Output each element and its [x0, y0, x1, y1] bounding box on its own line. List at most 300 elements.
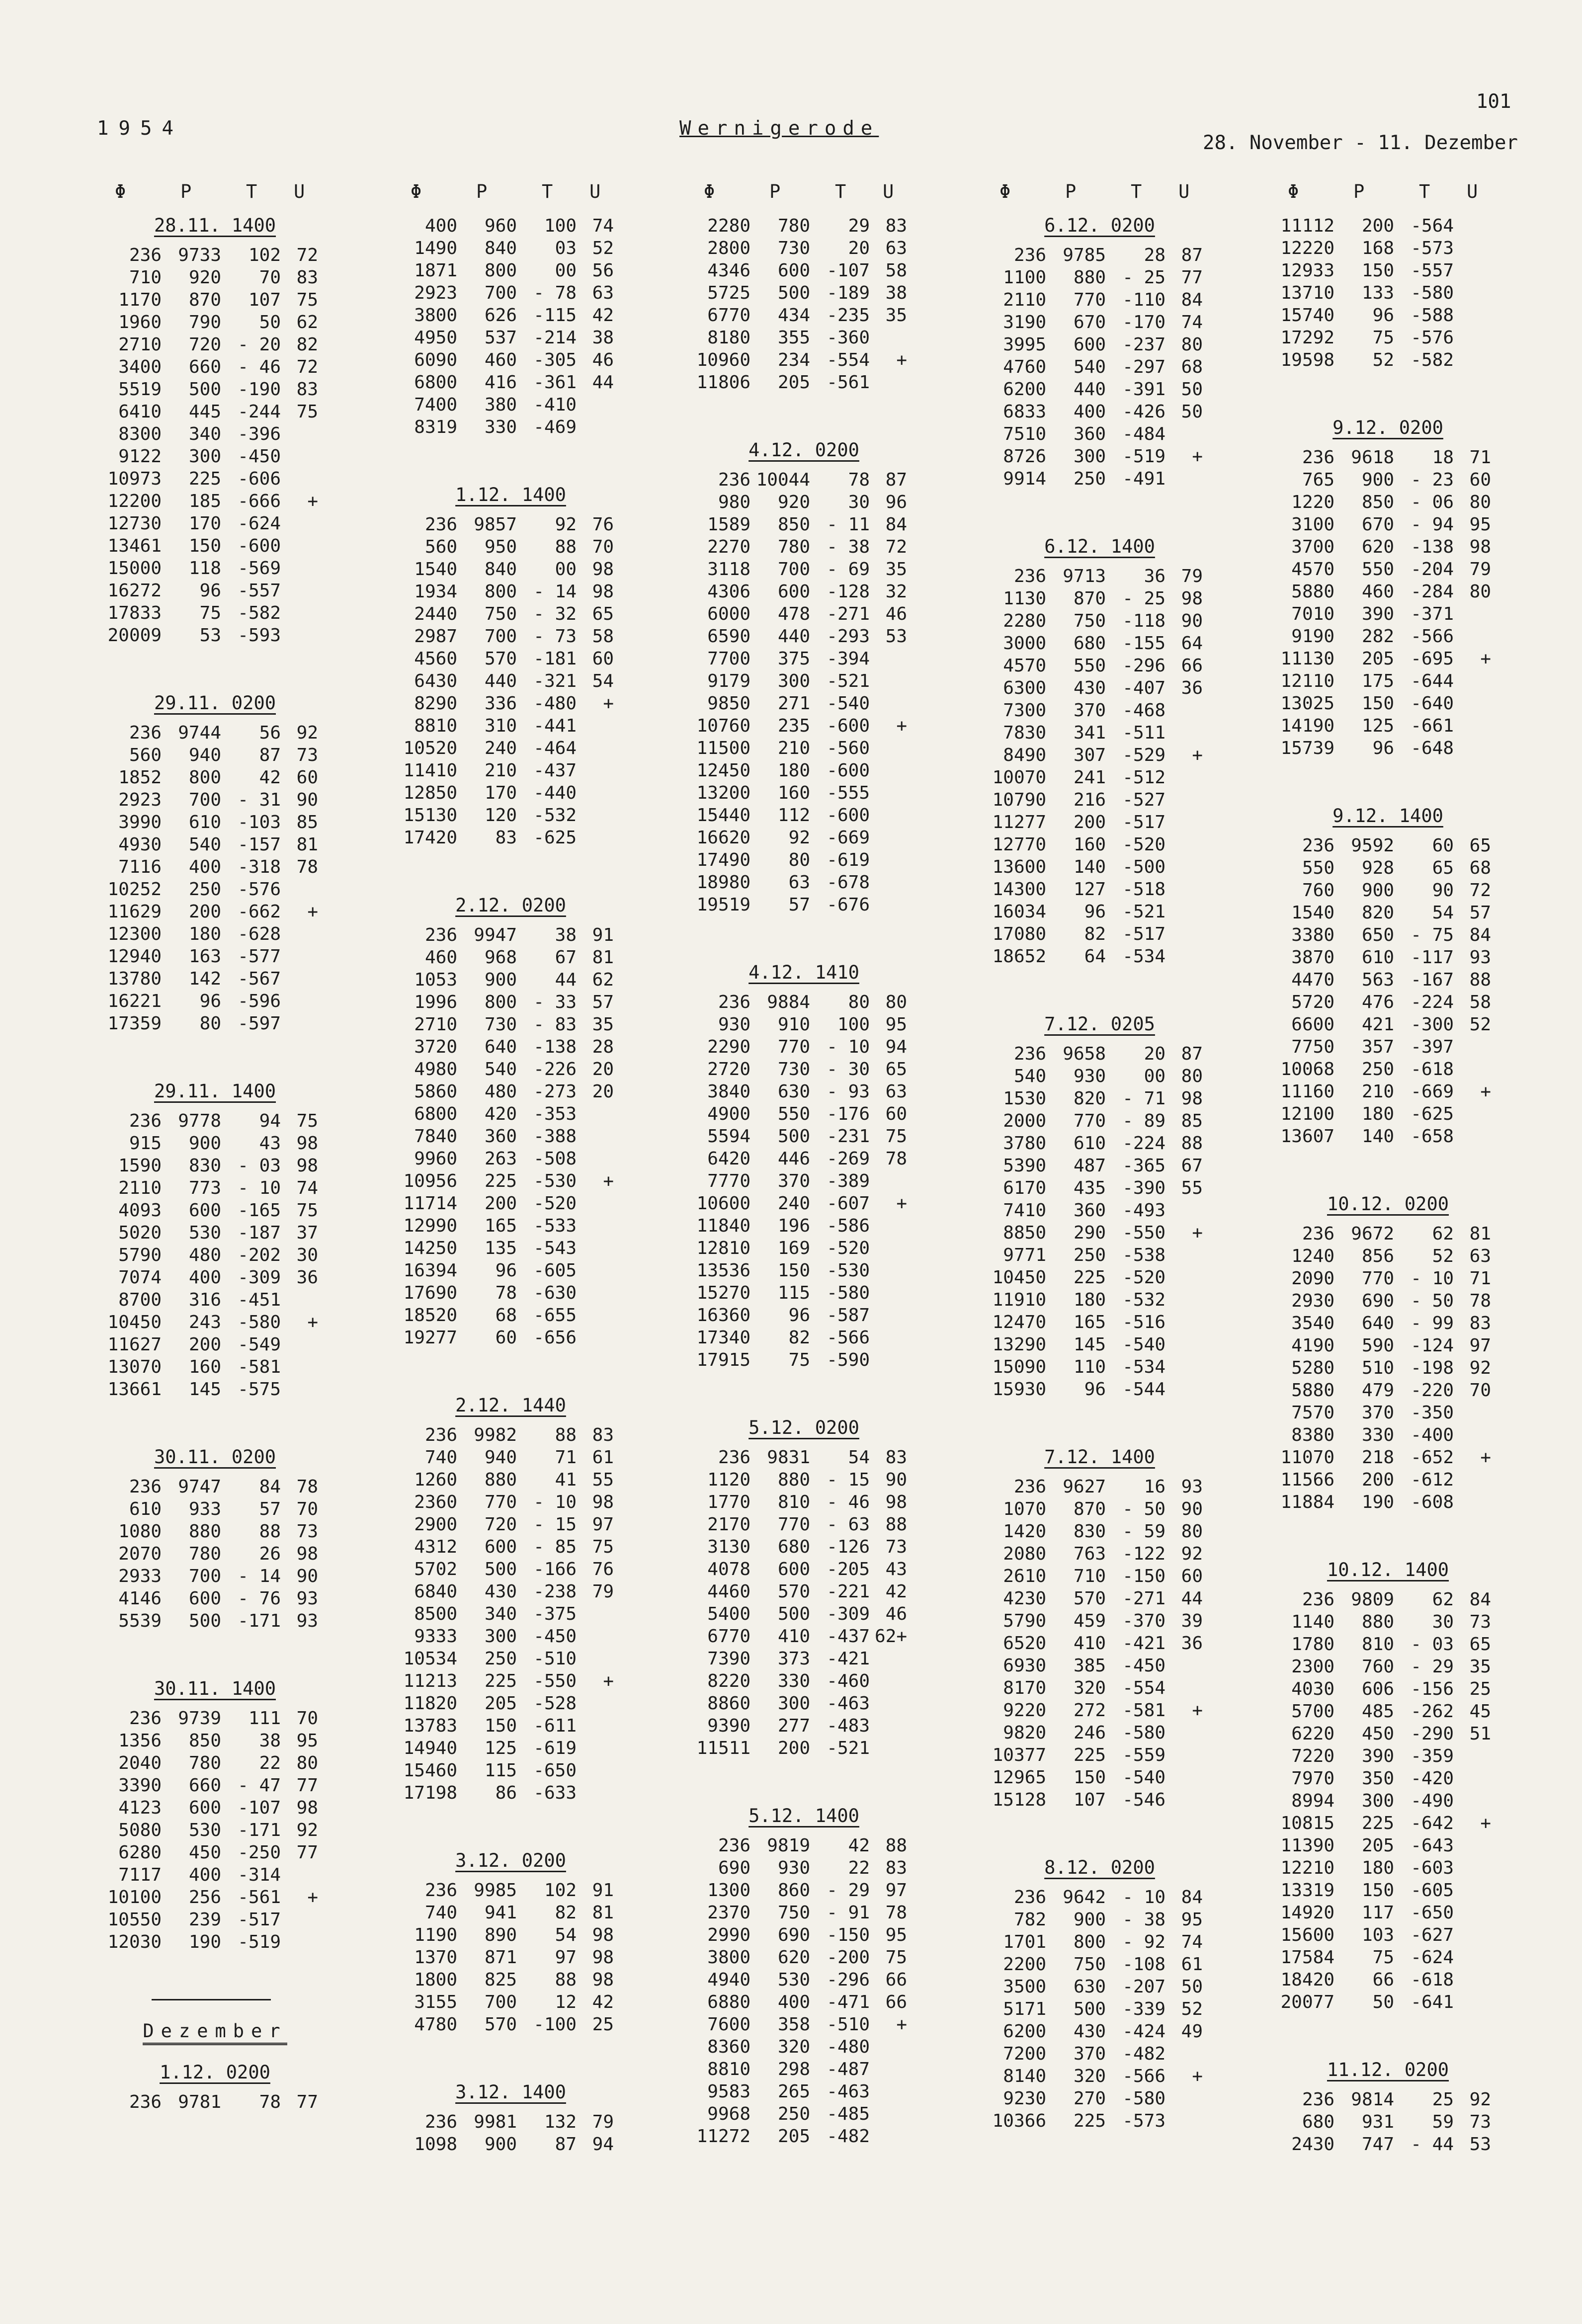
- table-cell: 11500: [696, 738, 750, 758]
- sounding-block: [1270, 417, 1506, 759]
- table-cell: 54: [848, 1447, 870, 1468]
- table-cell: 15739: [1280, 738, 1334, 758]
- table-row: [982, 1244, 1203, 1266]
- table-cell: 57: [259, 1499, 281, 1519]
- table-cell: 35: [1469, 1657, 1491, 1677]
- table-row: [686, 2125, 907, 2148]
- table-cell: -110: [1122, 290, 1166, 310]
- table-cell: [281, 1333, 318, 1356]
- table-cell: 3000: [1003, 633, 1046, 654]
- table-cell: 14920: [1280, 1903, 1334, 1923]
- table-row: [97, 445, 318, 468]
- table-cell: 790: [188, 312, 221, 332]
- table-cell: 12940: [107, 946, 162, 967]
- table-cell: 800: [1073, 1932, 1106, 1952]
- table-cell: 246: [1073, 1723, 1106, 1743]
- table-cell: +: [1192, 745, 1203, 765]
- table-cell: -107: [238, 1798, 281, 1818]
- table-cell: -484: [1122, 424, 1166, 444]
- table-row: [393, 603, 614, 625]
- table-cell: 62: [1432, 1224, 1454, 1244]
- sounding-time: [1270, 417, 1506, 438]
- table-row: [686, 871, 907, 894]
- table-cell: 4570: [1291, 559, 1334, 580]
- table-cell: 93: [296, 1611, 318, 1631]
- table-cell: 336: [484, 693, 517, 714]
- table-cell: 300: [188, 446, 221, 467]
- table-cell: 871: [484, 1947, 517, 1968]
- table-cell: 360: [1073, 424, 1106, 444]
- column-header: [999, 181, 1218, 215]
- table-cell: 250: [777, 2104, 810, 2124]
- sounding-table: [686, 1446, 907, 1759]
- sounding-block: [686, 962, 922, 1371]
- table-cell: 540: [1073, 357, 1106, 377]
- table-row: [982, 587, 1203, 610]
- table-cell: [577, 1148, 614, 1170]
- table-cell: -557: [1411, 260, 1454, 281]
- table-row: [393, 1424, 614, 1446]
- table-cell: -187: [238, 1223, 281, 1243]
- table-cell: 52: [1469, 1014, 1491, 1035]
- table-cell: [281, 624, 318, 647]
- sounding-time-label: 10.12. 0200: [1327, 1193, 1449, 1215]
- table-row: [686, 1125, 907, 1148]
- sounding-table: [97, 2091, 318, 2113]
- table-cell: 236: [718, 1835, 750, 1856]
- table-cell: 2440: [414, 604, 457, 624]
- table-cell: 83: [296, 267, 318, 288]
- table-cell: 72: [1469, 880, 1491, 901]
- table-cell: 9968: [707, 2104, 750, 2124]
- table-cell: [577, 782, 614, 804]
- sounding-time-label: 6.12. 0200: [1044, 215, 1155, 236]
- table-cell: +: [603, 693, 614, 714]
- table-cell: -607: [827, 1193, 870, 1214]
- table-cell: -297: [1122, 357, 1166, 377]
- table-cell: 9592: [1351, 835, 1394, 856]
- table-cell: 6410: [118, 402, 162, 422]
- sounding-time: [393, 2081, 629, 2103]
- table-row: [393, 737, 614, 759]
- table-cell: -587: [827, 1305, 870, 1326]
- table-cell: 780: [777, 216, 810, 236]
- table-cell: 96: [1372, 305, 1394, 326]
- table-cell: 150: [1361, 1880, 1394, 1901]
- table-cell: 74: [1181, 1932, 1203, 1952]
- table-cell: 540: [484, 1059, 517, 1079]
- table-cell: -117: [1411, 947, 1454, 968]
- table-cell: 58: [885, 260, 907, 281]
- table-cell: 170: [188, 513, 221, 534]
- table-row: [393, 1737, 614, 1759]
- table-cell: -652: [1411, 1447, 1454, 1468]
- table-cell: 236: [129, 245, 162, 265]
- table-cell: 78: [885, 1903, 907, 1923]
- sounding-time-label: 10.12. 1400: [1327, 1559, 1449, 1580]
- table-cell: [577, 1625, 614, 1648]
- table-row: [393, 648, 614, 670]
- table-cell: 236: [129, 1111, 162, 1131]
- table-cell: -262: [1411, 1701, 1454, 1722]
- table-cell: 2280: [1003, 611, 1046, 631]
- table-row: [1270, 1424, 1491, 1446]
- table-row: [686, 1737, 907, 1759]
- table-cell: -561: [238, 1887, 281, 1908]
- table-cell: [577, 804, 614, 827]
- table-cell: -156: [1411, 1679, 1454, 1699]
- table-row: [686, 371, 907, 394]
- table-cell: -625: [1411, 1104, 1454, 1124]
- sounding-table: [97, 722, 318, 1035]
- table-cell: 15460: [403, 1760, 457, 1781]
- table-cell: 11112: [1280, 216, 1334, 236]
- table-cell: [281, 1909, 318, 1931]
- table-cell: 96: [1084, 902, 1106, 922]
- table-cell: 390: [1361, 1746, 1394, 1766]
- table-cell: -353: [533, 1104, 577, 1124]
- table-cell: 81: [592, 947, 614, 968]
- sounding-time: [982, 1857, 1218, 1878]
- table-cell: [1166, 1766, 1203, 1789]
- table-cell: 28: [592, 1037, 614, 1057]
- table-cell: +: [1480, 649, 1491, 669]
- column-header-label: U: [294, 181, 305, 202]
- table-cell: 80: [1469, 581, 1491, 602]
- table-cell: 10600: [696, 1193, 750, 1214]
- table-cell: 3780: [1003, 1133, 1046, 1154]
- table-cell: 690: [777, 1925, 810, 1945]
- table-cell: 2070: [118, 1544, 162, 1564]
- table-cell: 3190: [1003, 312, 1046, 332]
- table-cell: -560: [827, 738, 870, 758]
- table-cell: 400: [188, 857, 221, 877]
- table-row: [982, 356, 1203, 378]
- sounding-time: [686, 1805, 922, 1826]
- column-header-label: T: [835, 181, 846, 202]
- table-cell: 9618: [1351, 447, 1394, 468]
- table-cell: 32: [885, 581, 907, 602]
- table-cell: - 14: [533, 581, 577, 602]
- table-row: [393, 2013, 614, 2036]
- column-header-label: P: [476, 181, 488, 202]
- table-row: [686, 2036, 907, 2058]
- table-row: [686, 1558, 907, 1580]
- table-cell: -463: [827, 2081, 870, 2102]
- table-cell: 84: [1469, 925, 1491, 945]
- table-cell: - 15: [533, 1514, 577, 1535]
- table-cell: [1454, 1946, 1491, 1969]
- table-cell: 20077: [1280, 1992, 1334, 2012]
- table-cell: 250: [1073, 1245, 1106, 1265]
- table-cell: 9781: [178, 2092, 221, 2112]
- sounding-time: [393, 1395, 629, 1416]
- table-cell: 84: [1181, 1887, 1203, 1908]
- table-cell: 75: [296, 1200, 318, 1221]
- table-cell: 570: [484, 649, 517, 669]
- table-cell: 63: [885, 1081, 907, 1102]
- table-cell: 4078: [707, 1559, 750, 1579]
- table-row: [97, 1177, 318, 1199]
- table-row: [393, 558, 614, 581]
- table-cell: -176: [827, 1104, 870, 1124]
- table-row: [982, 401, 1203, 423]
- table-cell: 500: [777, 1604, 810, 1624]
- table-cell: 93: [296, 1588, 318, 1609]
- table-cell: [281, 1378, 318, 1401]
- table-cell: -534: [1122, 946, 1166, 967]
- table-cell: 30: [296, 1245, 318, 1265]
- table-cell: -529: [1122, 745, 1166, 765]
- table-cell: - 46: [827, 1492, 870, 1512]
- table-cell: [1166, 1378, 1203, 1401]
- table-row: [686, 991, 907, 1013]
- table-cell: 6930: [1003, 1656, 1046, 1676]
- table-cell: - 50: [1411, 1291, 1454, 1311]
- table-row: [1270, 1723, 1491, 1745]
- table-row: [1270, 349, 1491, 371]
- table-cell: -189: [827, 283, 870, 303]
- table-cell: [870, 894, 907, 916]
- table-cell: 430: [484, 1581, 517, 1602]
- table-row: [97, 557, 318, 580]
- table-cell: [1166, 722, 1203, 744]
- table-cell: - 03: [238, 1156, 281, 1176]
- table-cell: 1240: [1291, 1246, 1334, 1266]
- table-cell: [1166, 856, 1203, 878]
- table-cell: 90: [1432, 880, 1454, 901]
- table-cell: 478: [777, 604, 810, 624]
- table-cell: 1260: [414, 1470, 457, 1490]
- table-cell: 500: [188, 379, 221, 400]
- table-cell: 2270: [707, 537, 750, 557]
- table-cell: 850: [188, 1731, 221, 1751]
- table-cell: 10760: [696, 716, 750, 736]
- table-cell: - 44: [1411, 2134, 1454, 2155]
- table-cell: 81: [1469, 1224, 1491, 1244]
- table-cell: [1454, 1969, 1491, 1991]
- sounding-block: [686, 439, 922, 916]
- table-cell: -235: [827, 305, 870, 326]
- table-cell: +: [896, 1193, 907, 1214]
- sounding-time: [97, 215, 333, 236]
- table-cell: 8220: [707, 1671, 750, 1691]
- table-row: [1270, 1357, 1491, 1379]
- table-row: [982, 1087, 1203, 1110]
- table-cell: 300: [1361, 1791, 1394, 1811]
- table-cell: 780: [188, 1753, 221, 1773]
- table-cell: 9857: [474, 514, 517, 535]
- table-cell: 12100: [1280, 1104, 1334, 1124]
- table-cell: 160: [188, 1357, 221, 1377]
- table-cell: 15600: [1280, 1925, 1334, 1945]
- table-row: [1270, 1611, 1491, 1633]
- table-cell: 80: [885, 992, 907, 1012]
- table-row: [393, 1969, 614, 1991]
- table-row: [982, 289, 1203, 311]
- table-cell: 1120: [707, 1470, 750, 1490]
- table-cell: 930: [718, 1014, 750, 1035]
- table-cell: 225: [1073, 1745, 1106, 1765]
- table-cell: 2300: [1291, 1657, 1334, 1677]
- table-cell: 10070: [992, 767, 1046, 788]
- table-cell: 79: [592, 2112, 614, 2132]
- table-cell: -410: [533, 395, 577, 415]
- table-cell: 236: [718, 470, 750, 490]
- table-cell: 700: [484, 1992, 517, 2012]
- table-cell: -451: [238, 1290, 281, 1310]
- table-cell: 14940: [403, 1738, 457, 1758]
- table-cell: +: [1480, 1813, 1491, 1833]
- sounding-time-label: 1.12. 0200: [160, 2062, 270, 2083]
- table-cell: 236: [424, 1880, 457, 1901]
- table-cell: 4146: [118, 1588, 162, 1609]
- table-row: [982, 1155, 1203, 1177]
- table-cell: 65: [1469, 1634, 1491, 1655]
- table-cell: -124: [1411, 1335, 1454, 1356]
- table-cell: 4560: [414, 649, 457, 669]
- table-row: [97, 923, 318, 945]
- table-cell: [1166, 1333, 1203, 1356]
- table-cell: -575: [238, 1379, 281, 1400]
- table-cell: [870, 2103, 907, 2125]
- table-cell: 1420: [1003, 1521, 1046, 1542]
- table-cell: 98: [1181, 1088, 1203, 1109]
- table-cell: 7840: [414, 1126, 457, 1147]
- table-cell: 460: [1361, 581, 1394, 602]
- table-cell: 440: [484, 671, 517, 691]
- table-row: [393, 536, 614, 558]
- table-cell: [1454, 1424, 1491, 1446]
- table-row: [393, 759, 614, 782]
- table-row: [686, 894, 907, 916]
- table-cell: 940: [188, 745, 221, 765]
- table-cell: -596: [238, 991, 281, 1011]
- table-cell: 165: [484, 1216, 517, 1236]
- table-cell: 5790: [1003, 1611, 1046, 1631]
- table-cell: [870, 1670, 907, 1692]
- table-cell: - 91: [827, 1903, 870, 1923]
- table-cell: -581: [1122, 1700, 1166, 1721]
- table-row: [686, 1282, 907, 1304]
- table-row: [982, 1043, 1203, 1065]
- table-cell: +: [1192, 1700, 1203, 1721]
- table-row: [686, 1058, 907, 1080]
- table-cell: 70: [296, 1708, 318, 1729]
- table-cell: 610: [1073, 1133, 1106, 1154]
- table-cell: -204: [1411, 559, 1454, 580]
- table-cell: -166: [533, 1559, 577, 1579]
- table-cell: 9850: [707, 693, 750, 714]
- table-cell: 83: [296, 379, 318, 400]
- table-cell: 98: [592, 1947, 614, 1968]
- table-cell: 88: [555, 537, 577, 557]
- table-cell: 55: [592, 1470, 614, 1490]
- table-cell: 72: [885, 537, 907, 557]
- table-cell: 52: [1181, 1999, 1203, 2019]
- table-cell: 46: [885, 604, 907, 624]
- table-cell: 4470: [1291, 970, 1334, 990]
- table-cell: 236: [1013, 1477, 1046, 1497]
- table-cell: 421: [1361, 1014, 1394, 1035]
- table-cell: 93: [1469, 947, 1491, 968]
- table-cell: 7750: [1291, 1037, 1334, 1057]
- table-cell: 1170: [118, 290, 162, 310]
- table-cell: -600: [238, 536, 281, 556]
- table-cell: 73: [296, 1521, 318, 1542]
- table-cell: [281, 580, 318, 602]
- table-row: [97, 1012, 318, 1035]
- table-cell: [1166, 1744, 1203, 1766]
- table-cell: 900: [1073, 1909, 1106, 1930]
- table-cell: 236: [718, 1447, 750, 1468]
- table-cell: 485: [1361, 1701, 1394, 1722]
- table-cell: 16: [1144, 1477, 1166, 1497]
- table-cell: 400: [188, 1865, 221, 1885]
- table-row: [97, 1110, 318, 1132]
- table-cell: 3118: [707, 559, 750, 580]
- table-cell: -695: [1411, 649, 1454, 669]
- table-cell: 78: [259, 2092, 281, 2112]
- table-cell: 1070: [1003, 1499, 1046, 1519]
- table-cell: 2280: [707, 216, 750, 236]
- table-row: [982, 1722, 1203, 1744]
- table-cell: -314: [238, 1865, 281, 1885]
- table-row: [97, 1498, 318, 1520]
- sounding-time-label: 4.12. 0200: [749, 439, 859, 461]
- table-cell: +: [1192, 446, 1203, 467]
- table-row: [982, 1886, 1203, 1909]
- table-row: [982, 1356, 1203, 1378]
- table-cell: 12220: [1280, 238, 1334, 258]
- table-cell: -655: [533, 1305, 577, 1326]
- table-cell: 95: [1181, 1909, 1203, 1930]
- table-cell: [577, 1237, 614, 1259]
- table-cell: 56: [592, 260, 614, 281]
- column-header-label: Φ: [1288, 181, 1299, 202]
- table-cell: [870, 737, 907, 759]
- table-cell: -361: [533, 372, 577, 393]
- table-cell: 25: [1469, 1679, 1491, 1699]
- table-cell: 610: [188, 812, 221, 832]
- table-cell: [577, 1259, 614, 1282]
- table-cell: -534: [1122, 1357, 1166, 1377]
- sounding-table: [1270, 1223, 1491, 1513]
- table-cell: +: [1480, 1081, 1491, 1102]
- table-cell: 60: [296, 767, 318, 788]
- table-cell: -485: [827, 2104, 870, 2124]
- table-row: [686, 1603, 907, 1625]
- table-cell: 765: [1302, 470, 1334, 490]
- table-cell: 780: [188, 1544, 221, 1564]
- column-header-label: Φ: [999, 181, 1011, 202]
- table-row: [393, 416, 614, 438]
- table-row: [97, 990, 318, 1012]
- table-cell: -365: [1122, 1156, 1166, 1176]
- table-cell: 11410: [403, 760, 457, 781]
- table-cell: 2040: [118, 1753, 162, 1773]
- table-row: [97, 1132, 318, 1155]
- table-row: [1270, 857, 1491, 879]
- table-cell: 880: [188, 1521, 221, 1542]
- table-cell: 62: [592, 970, 614, 990]
- table-cell: 479: [1361, 1380, 1394, 1401]
- table-cell: 120: [484, 805, 517, 826]
- table-cell: 236: [129, 1708, 162, 1729]
- table-cell: 600: [777, 581, 810, 602]
- table-cell: 920: [777, 492, 810, 512]
- year-label: 1954: [97, 117, 183, 140]
